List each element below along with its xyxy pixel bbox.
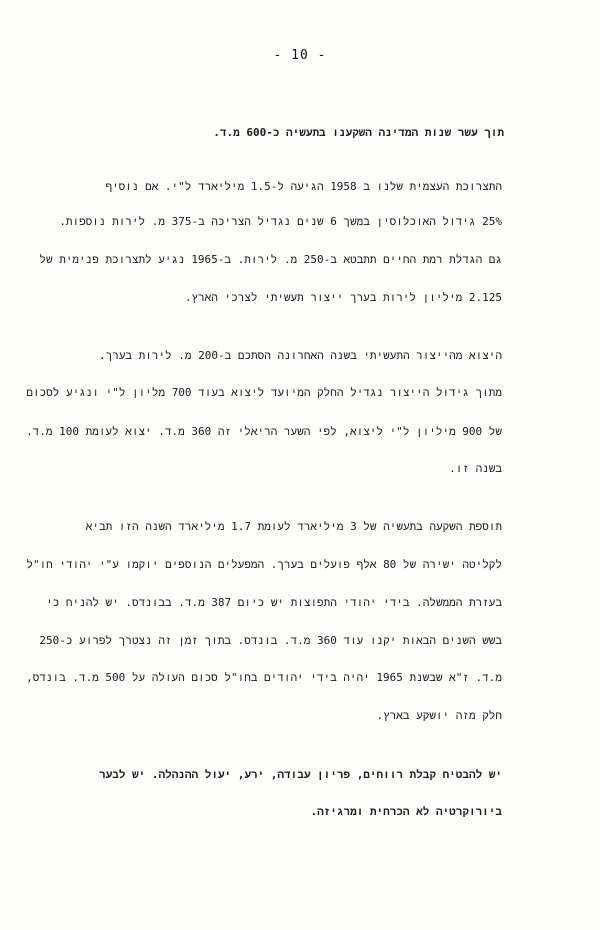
page-number: - 10 - [273, 48, 327, 63]
paragraph-4-line-5: מ.ד. ז"א שבשנת 1965 יהיה בידי יהודים בחו"ל סכום העולה על 500 מ.ד. בונדס, [26, 671, 502, 684]
paragraph-5-line-1: יש להבטיח קבלת רווחים, פריון עבודה, ירע, יעול ההנהלה. יש לבער [99, 768, 502, 781]
paragraph-1-line-1: תוך עשר שנות המדינה השקענו בתעשיה כ-600 מ.ד. [213, 126, 504, 139]
paragraph-2-line-1: התצרוכת העצמית שלנו ב 1958 הגיעה ל-1.5 מיליארד ל"י. אם נוסיף [105, 180, 502, 193]
paragraph-4-line-1: תוספת השקעה בתעשיה של 3 מיליארד לעומת 1.7 מיליארד השנה הזו תביא [85, 520, 502, 533]
paragraph-3-line-1: היצוא מהייצור התעשיתי בשנה האחרונה הסתכם ב-200 מ. לירות בערך. [99, 349, 502, 362]
paragraph-2-line-3: גם הגדלת רמת החיים תתבטא ב-250 מ. לירות. ב-1965 נגיע לתצרוכת פנימית של [39, 253, 502, 266]
paragraph-4-line-2: לקליטה ישירה של 80 אלף פועלים בערך. המפעלים הנוספים יוקמו ע"י יהודי חו"ל [26, 558, 502, 571]
paragraph-2-line-4: 2.125 מיליון לירות בערך ייצור תעשיתי לצרכי הארץ. [184, 291, 502, 304]
paragraph-3-line-4: בשנה זו. [449, 462, 502, 475]
paragraph-2-line-2: 25% גידול האוכלוסין במשך 6 שנים נגדיל הצריכה ב-375 מ. לירות נוספות. [59, 215, 502, 228]
paragraph-5-line-2: ביורוקרטיה לא הכרחית ומרגיזה. [310, 805, 502, 818]
paragraph-4-line-3: בעזרת הממשלה. בידי יהודי התפוצות יש כיום 387 מ.ד. בבונדס. יש להניח כי [46, 596, 502, 609]
paragraph-4-line-4: בשש השנים הבאות יקנו עוד 360 מ.ד. בונדס. בתוך זמן זה נצטרך לפרוע כ-250 [39, 634, 502, 647]
paragraph-4-line-6: חלק מזה יושקע בארץ. [376, 709, 502, 722]
paragraph-3-line-3: של 900 מיליון ל"י ליצוא, לפי השער הריאלי זה 360 מ.ד. יצוא לעומת 100 מ.ד. [26, 425, 502, 438]
paragraph-3-line-2: מתוך גידול הייצור נגדיל החלק המיועד ליצוא בעוד 700 מליון ל"י ונגיע לסכום [26, 386, 502, 399]
